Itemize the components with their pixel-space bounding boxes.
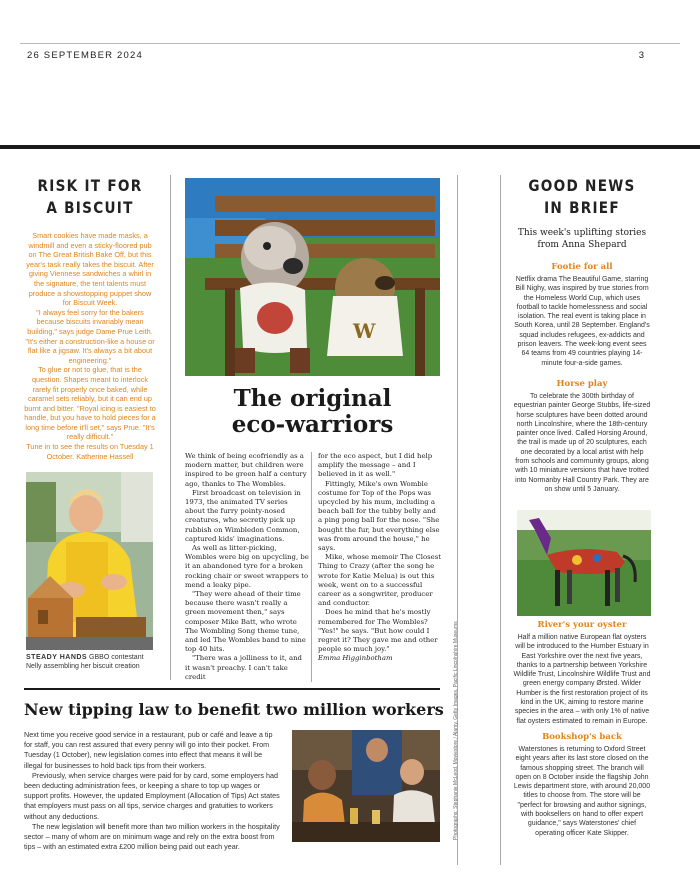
brief-heading: Bookshop's back [542,731,622,742]
section-title: GOOD NEWS IN BRIEF [528,176,636,217]
good-news-in-brief [513,175,651,494]
photo-credit: Photographs: Stephanie McLeod, Moviestore / Alamy, Getty Images, Pacific Lincolnshire Museums [453,621,459,840]
article-body [24,231,156,461]
wombles-body-col2 [318,452,442,664]
paragraph: As well as litter-picking, Wombles were big on upcycling, be it an abandoned tyre for a broken rocking chair or sweet wrappers to mend a leaky pipe. [185,544,309,589]
byline: Emma Higginbotham [318,654,393,663]
photo-caption [26,653,158,671]
paragraph: Next time you receive good service in a restaurant, pub or café and leave a tip for staff, you can rest assured that every penny will go into their pocket. From Tuesday (1 October), new legislation comes into effect that means it will be illegal for businesses to hold back tips from their workers. [24,730,273,770]
brief-body: To celebrate the 300th birthday of equestrian painter George Stubbs, life-sized horse sculptures have been dotted around north Lincolnshire, where the 18th-century painter once lived. Called Horsing Around, the trail is made up of 20 sculptures, each one decorated by a local artist with help from schools and community groups, along with 10 miniature versions that have trotted into Normanby Hall Country Park. They are on show until 5 January. [513,392,651,493]
paragraph: Previously, when service charges were paid for by card, some employers had been deducting administration fees, or keeping a share to top up wages or support profits. However, the updated Employment (Allocation of Tips) Act states that employers must pass on all tips, service charges and gratuities to workers without any deductions. [24,770,280,821]
paragraph: "They were ahead of their time because there wasn't really a green movement then," says composer Mike Batt, who wrote The Wombling Song theme tune, and led The Wombles band to nine top 40 hits. [185,590,306,654]
baker-photo [26,472,153,650]
paragraph: Tune in to see the results on Tuesday 1 October. Katherine Hassell [26,442,154,461]
column-divider [170,175,171,680]
brief-body: Half a million native European flat oysters will be introduced to the Humber Estuary in East Yorkshire over the next five years, thanks to a partnership between Yorkshire Wildlife Trust, Lincolnshire Wildlife Trust and green energy company Ørsted. Wilder Humber is the first restoration project of its kind in the UK, aiming to restore marine species in the area – with only 1% of native flat oysters estimated to remain in Europe. [513,634,651,725]
good-news-in-brief-continued [513,620,651,838]
section-intro: This week's uplifting stories from Anna Shepard [517,228,647,250]
paragraph: Fittingly, Mike's own Womble costume for Top of the Pops was upcycled by his mum, including a beach ball for the tubby belly and a ping pong ball for the nose. "She bought the fur, but everything else was from around the house," he says. [318,479,440,553]
tipping-rule [24,688,440,690]
brief-body: Waterstones is returning to Oxford Street eight years after its last store closed on the famous shopping street. The branch will open on 8 October inside the flagship John Lewis department store, with around 20,000 titles to choose from. The store will be "perfect for browsing and author signings, with booksellers on hand to offer expert guidance," says Waterstones' chief operating officer Kate Skipper. [513,745,651,837]
column-divider [311,452,312,682]
paragraph: for the eco aspect, but I did help amplify the message – and I believed in it as well." [318,452,433,479]
tipping-headline: New tipping law to benefit two million workers [24,700,444,719]
paragraph: "There was a jolliness to it, and it wasn't preachy. I can't take credit [185,654,302,681]
restaurant-photo [292,730,440,842]
caption-label: STEADY HANDS [26,654,88,661]
svg-text:W: W [353,319,376,343]
header-rule [20,43,680,44]
column-divider [500,175,501,865]
paragraph: Does he mind that he's mostly remembered for The Wombles? "Yes!" he says. "But how could I regret it? They gave me and other people so much joy." [318,608,438,654]
page-number: 3 [638,50,644,61]
risk-it-for-a-biscuit-article [24,175,156,461]
paragraph: To glue or not to glue, that is the question. Shapes meant to interlock rarely fit properly once baked, while caramel sets reliably, but it can end up burnt and bitter. "Royal icing is easiest to handle, but you have to hold pieces for a long time before it'll set," says Prue. "It's really difficult." [24,365,156,442]
horse-sculpture-photo [517,510,651,616]
caption-text: GBBO contestant Nelly assembling her biscuit creation [26,654,144,670]
brief-heading: Horse play [556,378,608,389]
paragraph: Mike, whose memoir The Closest Thing to Crazy (after the song he wrote for Katie Melua) is out this week, went on to a successful career as a songwriter, producer and conductor. [318,553,442,608]
paragraph: The new legislation will benefit more than two million workers in the hospitality sector – many of whom are on minimum wage and rely on the extra boost from tips – with an estimated extra £200 million being paid out each year. [24,821,280,852]
section-rule [0,145,700,149]
wombles-headline: The original eco-warriors [231,385,394,438]
article-title: RISK IT FOR A BISCUIT [37,176,143,217]
wombles-body-col1 [185,452,309,682]
paragraph: We think of being ecofriendly as a modern matter, but children were inspired to be green half a century ago, thanks to The Wombles. [185,452,307,488]
tipping-body [24,730,282,852]
brief-body: Netflix drama The Beautiful Game, starring Bill Nighy, was inspired by true stories from the Homeless World Cup, which uses football to tackle homelessness and social isolation. The real event is taking place in South Korea, until 28 September. England's squad includes refugees, ex-addicts and prison leavers. The week-long event sees 64 teams from 49 countries playing 14-minute four-a-side games. [514,276,650,367]
brief-heading: River's your oyster [537,620,627,630]
issue-date: 26 SEPTEMBER 2024 [27,50,143,61]
paragraph: First broadcast on television in 1973, the animated TV series about the furry pointy-nosed creatures, who secretly pick up rubbish on Wimbledon Common, captured kids' imaginations. [185,488,301,543]
wombles-photo [185,178,440,376]
paragraph: "I always feel sorry for the bakers because biscuits invariably mean building," says judge Dame Prue Leith. "It's either a construction-like a house or flat like a jigsaw. It's always a bit about engineering." [25,307,155,365]
paragraph: Smart cookies have made masks, a windmill and even a sticky-floored pub on The Great British Bake Off, but this year's task really takes the biscuit. After giving Viennese sandwiches a whirl in the signature, the tent talents must produce a showstopping puppet show for Biscuit Week. [26,231,154,308]
brief-heading: Footie for all [551,262,613,272]
